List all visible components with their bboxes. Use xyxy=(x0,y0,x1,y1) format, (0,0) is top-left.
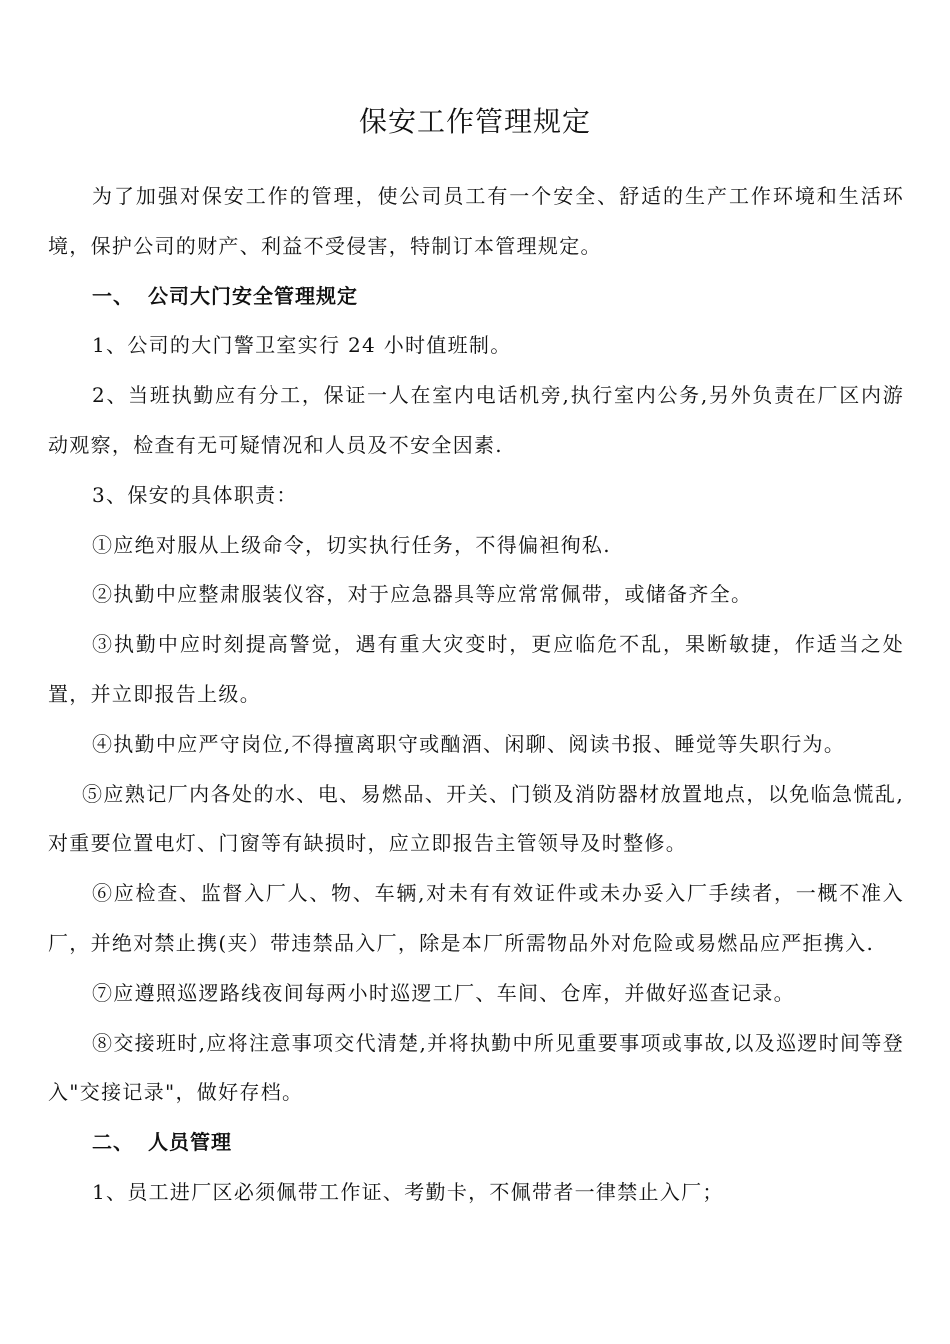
paragraph: 1、公司的大门警卫室实行 24 小时值班制。 xyxy=(92,333,512,358)
duty-item: ②执勤中应整肃服装仪容，对于应急器具等应常常佩带，或储备齐全。 xyxy=(92,582,753,607)
duty-item: ④执勤中应严守岗位,不得擅离职守或酗酒、闲聊、阅读书报、睡觉等失职行为。 xyxy=(92,731,846,756)
section-title: 人员管理 xyxy=(148,1130,232,1155)
paragraph: 1、员工进厂区必须佩带工作证、考勤卡，不佩带者一律禁止入厂； xyxy=(92,1179,724,1204)
document-body xyxy=(48,172,904,1218)
duty-item: ③执勤中应时刻提高警觉，遇有重大灾变时，更应临危不乱，果断敏捷，作适当之处置，并立即报告上级。 xyxy=(48,632,904,706)
duty-item: ⑧交接班时,应将注意事项交代清楚,并将执勤中所见重要事项或事故,以及巡逻时间等登入"交接记录"，做好存档。 xyxy=(48,1030,904,1105)
paragraph: 3、保安的具体职责： xyxy=(92,482,298,507)
paragraph: 2、当班执勤应有分工，保证一人在室内电话机旁,执行室内公务,另外负责在厂区内游动观察，检查有无可疑情况和人员及不安全因素. xyxy=(48,383,904,457)
duty-item: ①应绝对服从上级命令，切实执行任务，不得偏袒徇私. xyxy=(92,532,611,557)
section-number: 一、 xyxy=(92,283,134,308)
section-heading-1 xyxy=(48,272,904,322)
duty-item: ⑤应熟记厂内各处的水、电、易燃品、开关、门锁及消防器材放置地点，以免临急慌乱,对重要位置电灯、门窗等有缺损时，应立即报告主管领导及时整修。 xyxy=(48,781,904,856)
section-heading-2 xyxy=(48,1118,904,1168)
duty-item: ⑥应检查、监督入厂人、物、车辆,对未有有效证件或未办妥入厂手续者，一概不准入厂，并绝对禁止携(夹）带违禁品入厂，除是本厂所需物品外对危险或易燃品应严拒携入. xyxy=(48,881,904,955)
document-title: 保安工作管理规定 xyxy=(358,105,591,138)
intro-paragraph: 为了加强对保安工作的管理，使公司员工有一个安全、舒适的生产工作环境和生活环境，保护公司的财产、利益不受侵害，特制订本管理规定。 xyxy=(48,184,904,258)
duty-item: ⑦应遵照巡逻路线夜间每两小时巡逻工厂、车间、仓库，并做好巡查记录。 xyxy=(92,980,795,1005)
section-title: 公司大门安全管理规定 xyxy=(148,283,358,308)
section-number: 二、 xyxy=(92,1130,134,1155)
